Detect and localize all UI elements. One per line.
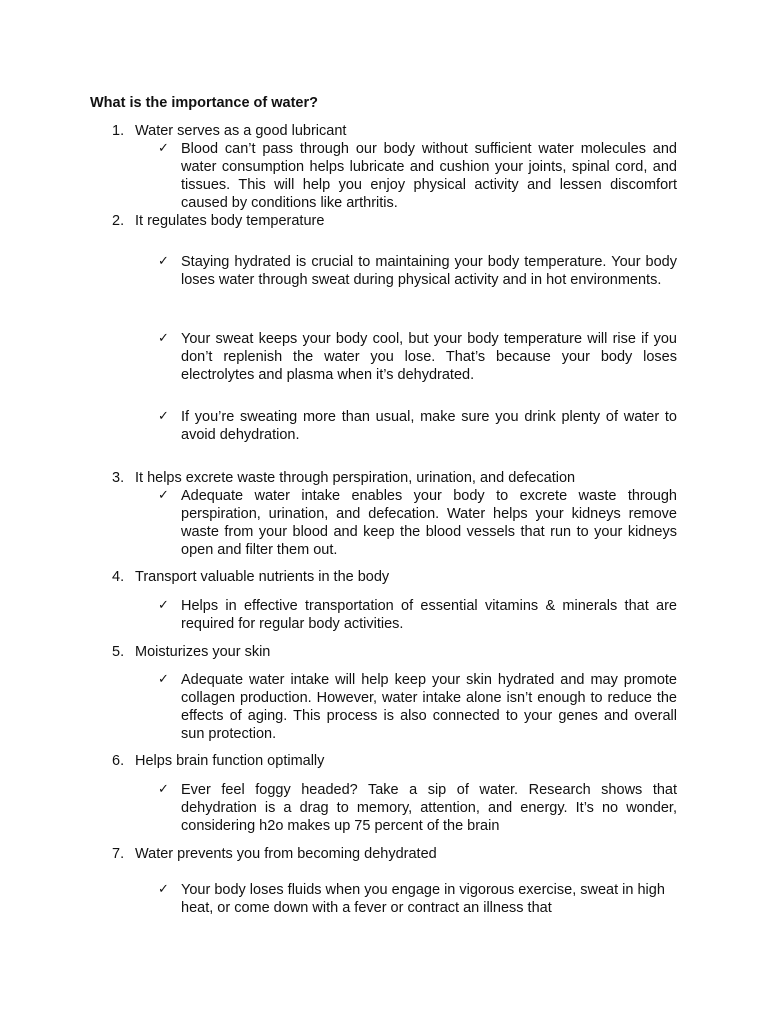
checkmark-icon: ✓ xyxy=(158,487,169,502)
checkmark-icon: ✓ xyxy=(158,671,169,686)
item-1-bullet-1: Blood can’t pass through our body without sufficient water molecules and water consumption helps lubricate and cushion your joints, spinal cord, and tissues. This will help you enjoy physical activity and lessen discomfort caused by conditions like arthritis. xyxy=(181,141,677,211)
item-1-heading: Water serves as a good lubricant xyxy=(135,123,347,139)
item-2-bullet-1: Staying hydrated is crucial to maintaining your body temperature. Your body loses water through sweat during physical activity and in hot environments. xyxy=(181,254,677,288)
item-5-bullet-1: Adequate water intake will help keep your skin hydrated and may promote collagen production. However, water intake alone isn’t enough to reduce the effects of aging. This process is also connected to your genes and overall sun protection. xyxy=(181,672,677,742)
item-7-heading: Water prevents you from becoming dehydrated xyxy=(135,846,437,862)
checkmark-icon: ✓ xyxy=(158,253,169,268)
item-2-bullet-3: If you’re sweating more than usual, make sure you drink plenty of water to avoid dehydration. xyxy=(181,409,677,443)
checkmark-icon: ✓ xyxy=(158,597,169,612)
item-3-number: 3. xyxy=(112,470,125,486)
item-3-heading: It helps excrete waste through perspiration, urination, and defecation xyxy=(135,470,576,486)
item-6-number: 6. xyxy=(112,753,125,769)
checkmark-icon: ✓ xyxy=(158,408,169,423)
item-2-heading: It regulates body temperature xyxy=(135,213,325,229)
item-2-bullet-2: Your sweat keeps your body cool, but your body temperature will rise if you don’t replenish the water you lose. That’s because your body loses electrolytes and plasma when it’s dehydrated. xyxy=(181,331,677,383)
item-4-heading: Transport valuable nutrients in the body xyxy=(135,569,390,585)
checkmark-icon: ✓ xyxy=(158,330,169,345)
item-2-number: 2. xyxy=(112,213,125,229)
item-6-heading: Helps brain function optimally xyxy=(135,753,325,769)
checkmark-icon: ✓ xyxy=(158,140,169,155)
document-title: What is the importance of water? xyxy=(90,95,318,111)
item-4-bullet-1: Helps in effective transportation of essential vitamins & minerals that are required for regular body activities. xyxy=(181,598,677,632)
item-7-bullet-1: Your body loses fluids when you engage in vigorous exercise, sweat in high heat, or come down with a fever or contract an illness that xyxy=(181,882,665,916)
item-5-heading: Moisturizes your skin xyxy=(135,644,271,660)
checkmark-icon: ✓ xyxy=(158,781,169,796)
item-1-number: 1. xyxy=(112,123,125,139)
item-4-number: 4. xyxy=(112,569,125,585)
item-5-number: 5. xyxy=(112,644,125,660)
item-7-number: 7. xyxy=(112,846,125,862)
item-3-bullet-1: Adequate water intake enables your body to excrete waste through perspiration, urination, and defecation. Water helps your kidneys remove waste from your blood and keep the blood vessels that run to your kidneys open and filter them out. xyxy=(181,488,677,558)
checkmark-icon: ✓ xyxy=(158,881,169,896)
item-6-bullet-1: Ever feel foggy headed? Take a sip of water. Research shows that dehydration is a drag to memory, attention, and energy. It’s no wonder, considering h2o makes up 75 percent of the brain xyxy=(181,782,677,834)
